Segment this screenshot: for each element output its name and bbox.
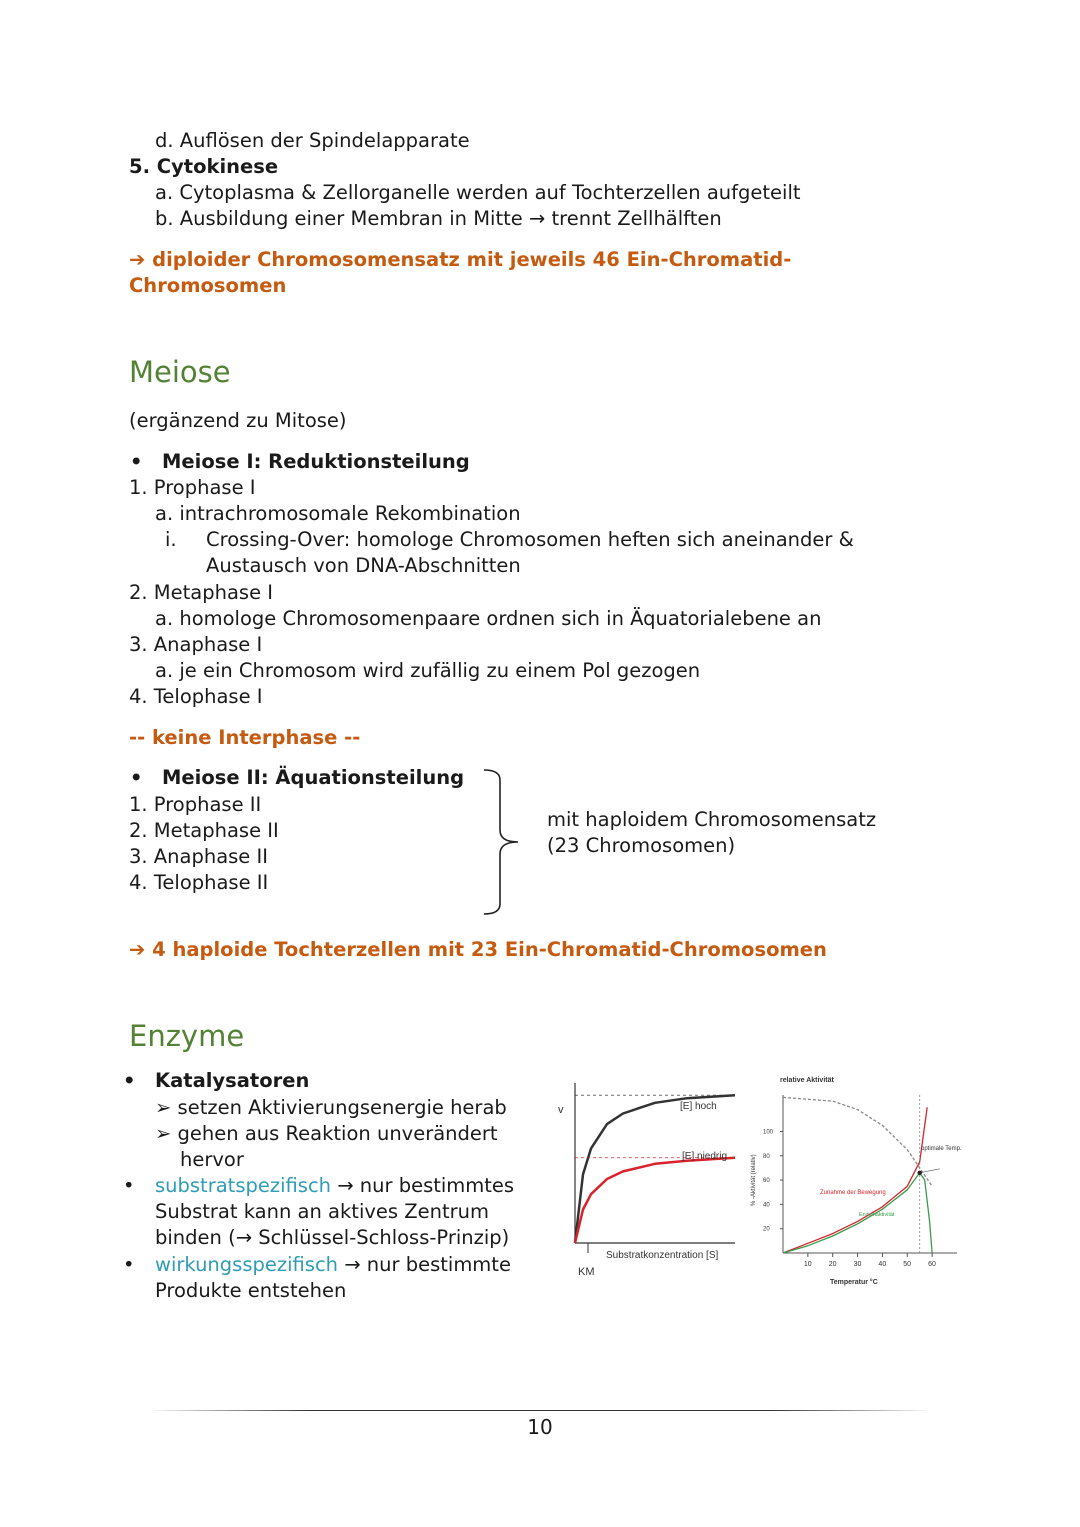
series-line-1 bbox=[783, 1173, 932, 1253]
x-axis-label: Substratkonzentration [S] bbox=[606, 1250, 719, 1261]
annotation-bewegung: Zunahme der Bewegung bbox=[820, 1190, 886, 1196]
series-line-2 bbox=[783, 1097, 932, 1186]
y-tick-label: 60 bbox=[763, 1178, 770, 1185]
series-line-0 bbox=[783, 1107, 927, 1253]
x-tick-label: 40 bbox=[878, 1261, 887, 1268]
list-item: a. Cytoplasma & Zellorganelle werden auf Tochterzellen aufgeteilt bbox=[155, 181, 801, 204]
bullet-heading: • Katalysatoren bbox=[155, 1068, 309, 1094]
series-label-hoch: [E] hoch bbox=[680, 1101, 717, 1112]
list-item-heading: 5. Cytokinese bbox=[129, 155, 279, 178]
list-item: 2. Metaphase II bbox=[129, 819, 279, 842]
list-item: Crossing-Over: homologe Chromosomen heften sich aneinander & bbox=[206, 528, 854, 551]
optimum-point bbox=[918, 1171, 922, 1175]
y-tick-label: 80 bbox=[763, 1153, 770, 1160]
list-item: 4. Telophase II bbox=[129, 871, 269, 894]
section-heading-enzyme: Enzyme bbox=[129, 1019, 245, 1053]
list-item: 3. Anaphase II bbox=[129, 845, 268, 868]
y-axis-label: % -Aktivität (relativ) bbox=[751, 1154, 757, 1206]
y-tick-label: 20 bbox=[763, 1226, 770, 1233]
interphase-note: -- keine Interphase -- bbox=[129, 726, 361, 749]
list-item: hervor bbox=[180, 1148, 244, 1171]
list-item: 4. Telophase I bbox=[129, 685, 263, 708]
brace-note: (23 Chromosomen) bbox=[547, 834, 736, 857]
section-heading-meiose: Meiose bbox=[129, 355, 231, 389]
list-item-text: → nur bestimmtes bbox=[331, 1174, 515, 1197]
curly-brace bbox=[480, 768, 524, 916]
list-item-numeral: i. bbox=[165, 528, 177, 551]
result-text: ➔ 4 haploide Tochterzellen mit 23 Ein-Chromatid-Chromosomen bbox=[129, 938, 827, 961]
list-item: 1. Prophase II bbox=[129, 793, 262, 816]
y-axis-label: v bbox=[558, 1104, 564, 1116]
x-tick-label: 50 bbox=[903, 1261, 912, 1268]
list-item: a. je ein Chromosom wird zufällig zu einem Pol gezogen bbox=[155, 659, 701, 682]
list-item bbox=[155, 1173, 514, 1199]
term-wirkungsspezifisch: wirkungsspezifisch bbox=[155, 1253, 339, 1276]
list-item: Produkte entstehen bbox=[155, 1279, 347, 1302]
brace-note: mit haploidem Chromosomensatz bbox=[547, 808, 877, 831]
list-item: binden (→ Schlüssel-Schloss-Prinzip) bbox=[155, 1226, 510, 1249]
list-item: ➢ setzen Aktivierungsenergie herab bbox=[155, 1096, 507, 1119]
km-label: KM bbox=[578, 1266, 595, 1278]
series-label-niedrig: [E] niedrig bbox=[682, 1151, 728, 1162]
list-item: d. Auflösen der Spindelapparate bbox=[155, 129, 470, 152]
result-text: ➔ diploider Chromosomensatz mit jeweils 46 Ein-Chromatid- bbox=[129, 248, 792, 271]
x-tick-label: 20 bbox=[828, 1261, 837, 1268]
y-tick-label: 40 bbox=[763, 1202, 770, 1209]
term-substratspezifisch: substratspezifisch bbox=[155, 1174, 332, 1197]
list-item-text: → nur bestimmte bbox=[338, 1253, 511, 1276]
list-item: Austausch von DNA-Abschnitten bbox=[206, 554, 521, 577]
bullet-heading: • Meiose I: Reduktionsteilung bbox=[162, 449, 470, 475]
bullet-heading: • Meiose II: Äquationsteilung bbox=[162, 765, 464, 791]
y-tick-label: 100 bbox=[763, 1129, 774, 1136]
optimum-pointer bbox=[920, 1169, 940, 1173]
result-text: Chromosomen bbox=[129, 274, 287, 297]
temperature-activity-chart bbox=[745, 1070, 975, 1292]
chart1-series bbox=[575, 1095, 735, 1243]
list-item: ➢ gehen aus Reaktion unverändert bbox=[155, 1122, 498, 1145]
x-tick-label: 30 bbox=[853, 1261, 862, 1268]
page-number: 10 bbox=[527, 1415, 553, 1439]
annotation-enzymaktivitaet: Enzymaktivität bbox=[859, 1212, 895, 1218]
footer-divider bbox=[155, 1410, 925, 1411]
x-axis-label: Temperatur °C bbox=[830, 1279, 878, 1286]
series-line-0 bbox=[575, 1095, 735, 1243]
list-item: 1. Prophase I bbox=[129, 476, 256, 499]
annotation-optimal-temp: optimale Temp. bbox=[921, 1146, 962, 1152]
x-tick-label: 10 bbox=[803, 1261, 812, 1268]
x-tick-label: 60 bbox=[928, 1261, 936, 1268]
list-item: 3. Anaphase I bbox=[129, 633, 263, 656]
chart2-series bbox=[783, 1095, 940, 1253]
list-item: b. Ausbildung einer Membran in Mitte → trennt Zellhälften bbox=[155, 207, 722, 230]
list-item: Substrat kann an aktives Zentrum bbox=[155, 1200, 489, 1223]
series-line-1 bbox=[575, 1158, 735, 1243]
chart2-ticks bbox=[763, 1129, 936, 1268]
michaelis-menten-chart bbox=[550, 1075, 750, 1290]
list-item bbox=[155, 1252, 511, 1278]
list-item: a. homologe Chromosomenpaare ordnen sich in Äquatorialebene an bbox=[155, 607, 822, 630]
list-item: 2. Metaphase I bbox=[129, 581, 274, 604]
list-item: a. intrachromosomale Rekombination bbox=[155, 502, 521, 525]
intro-text: (ergänzend zu Mitose) bbox=[129, 409, 347, 432]
chart-title: relative Aktivität bbox=[780, 1077, 834, 1084]
